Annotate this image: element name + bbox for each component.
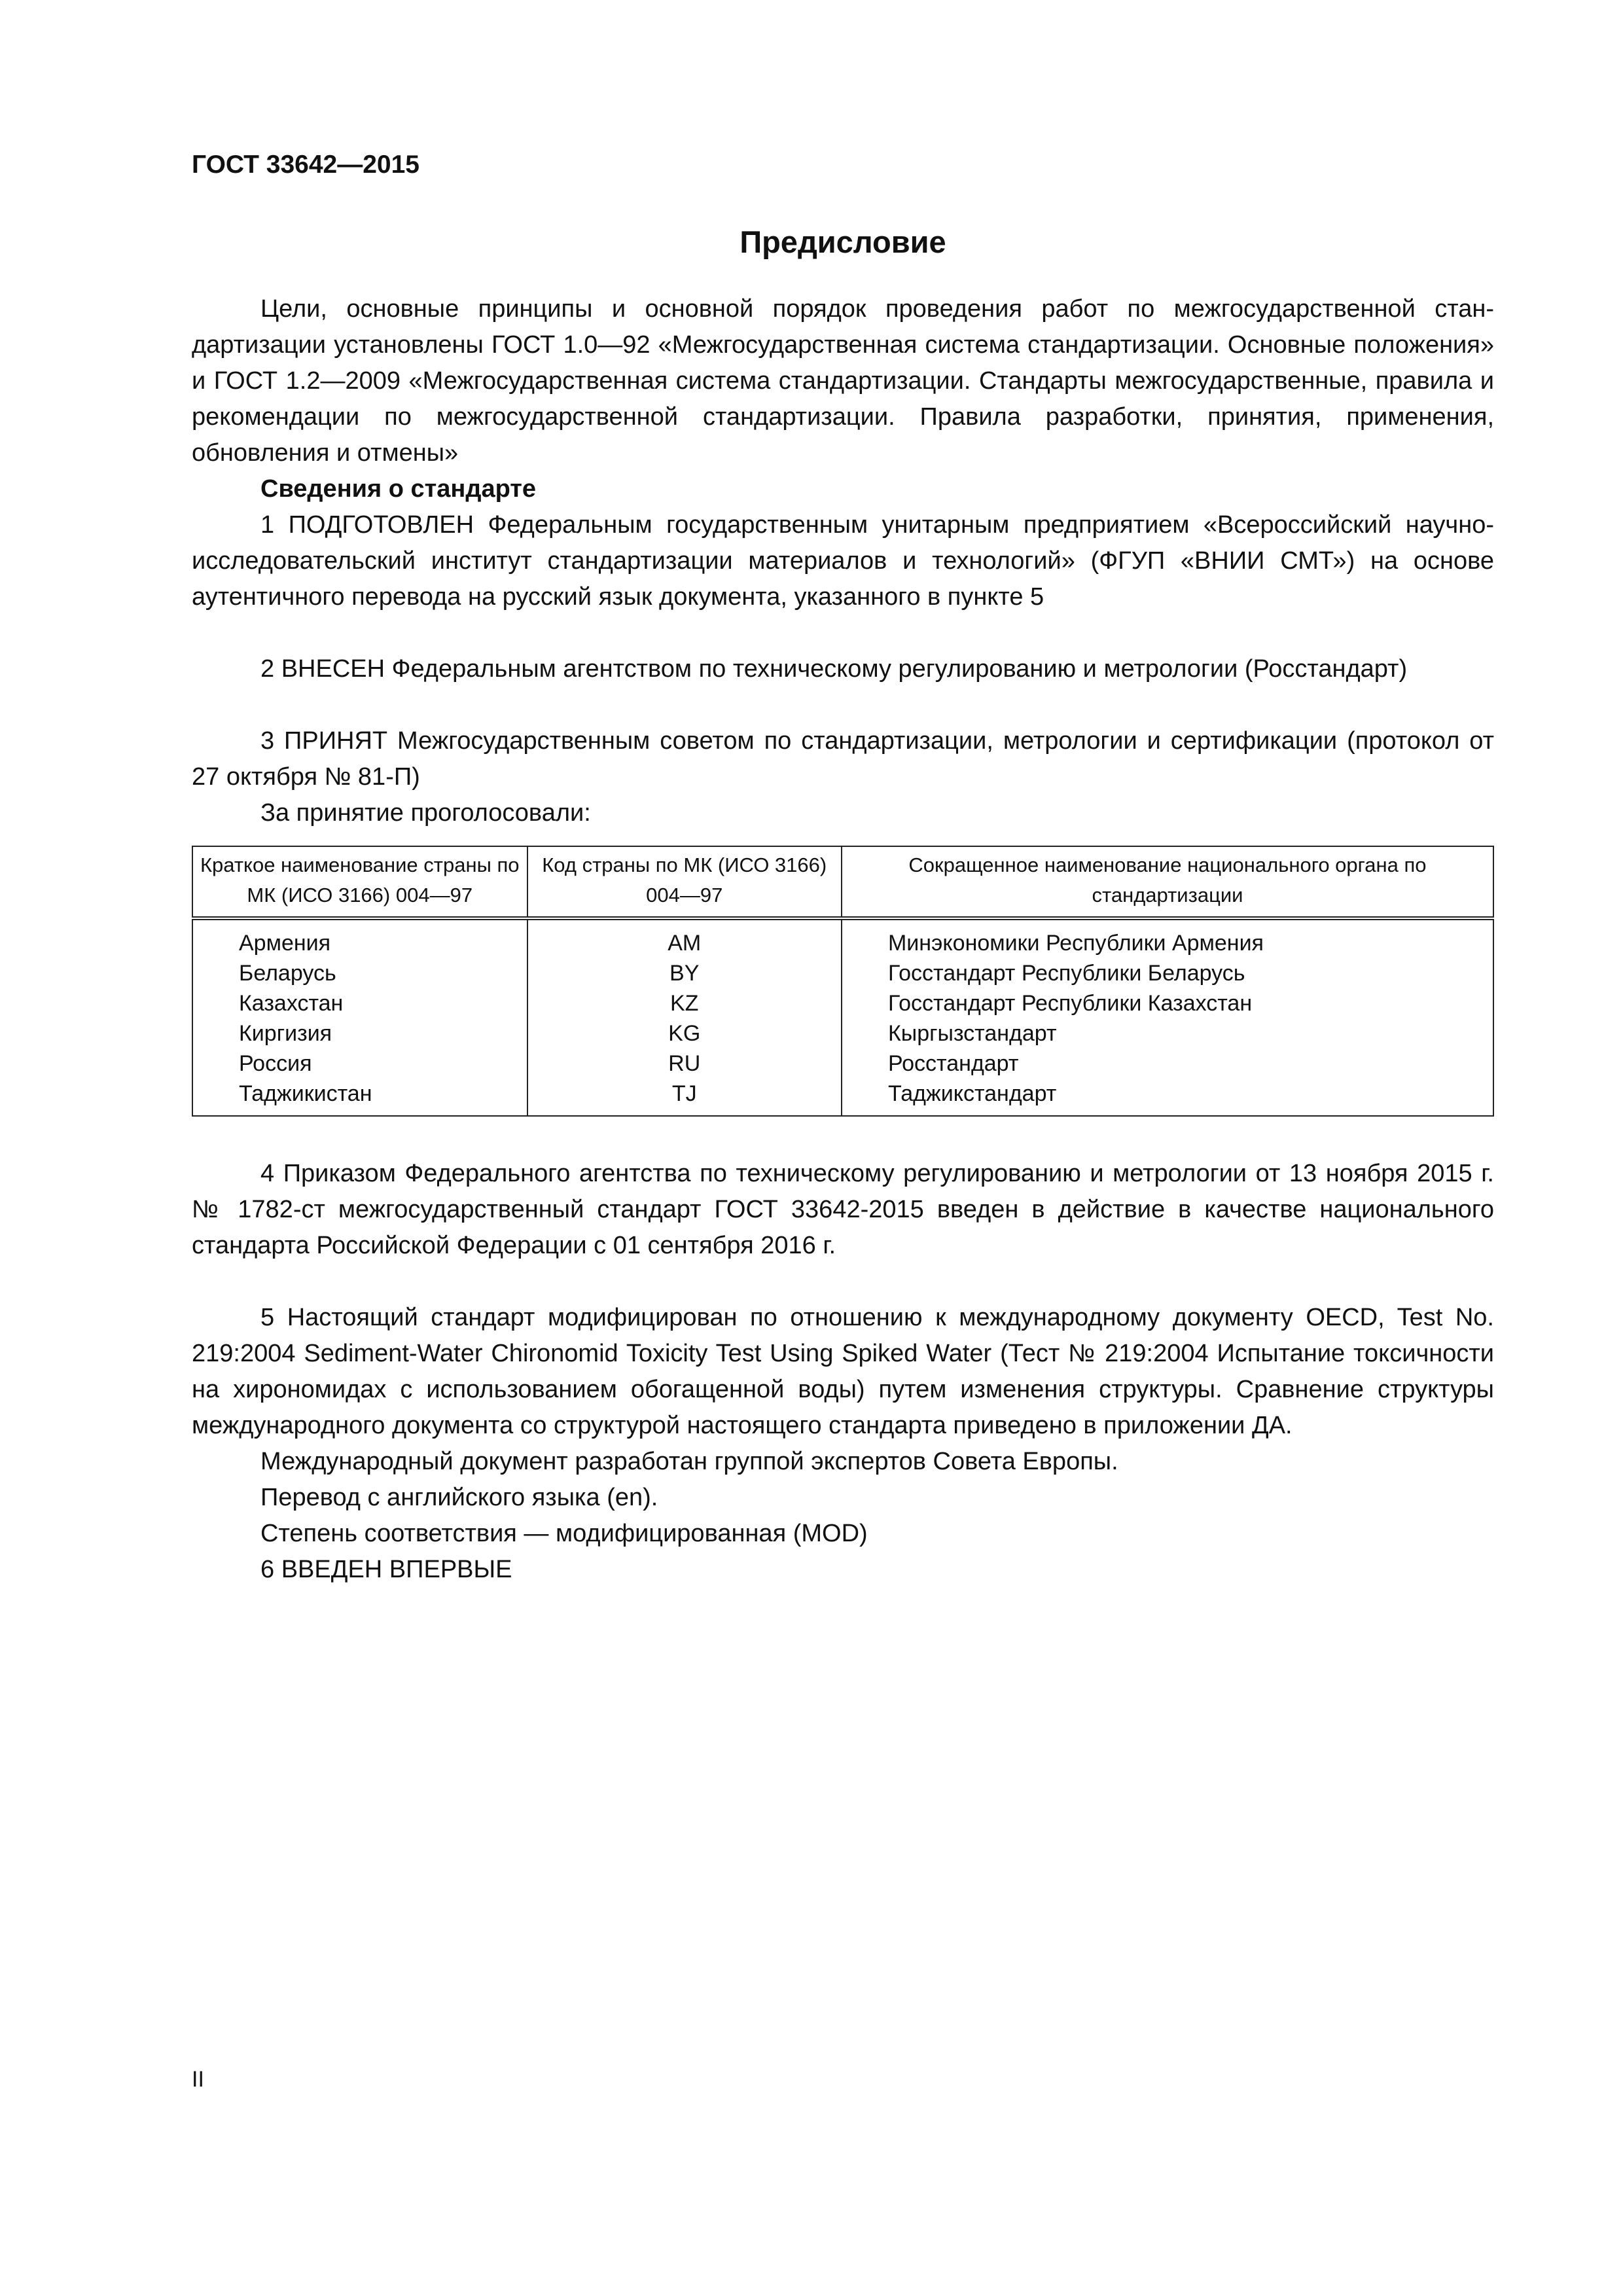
page-title: Предисловие bbox=[740, 224, 946, 259]
document-body bbox=[192, 291, 1494, 1588]
country-cell: Армения bbox=[192, 918, 527, 958]
item-1-prepared: 1 ПОДГОТОВЛЕН Федеральным государственным унитарным предприятием «Всероссийский научно-исследовательский институт стандартизации материалов и технологий» (ФГУП «ВНИИ СМТ») на основе аутентичного перевода на русский язык документа, указанного в пункте 5 bbox=[192, 511, 1494, 611]
country-code-cell: KG bbox=[527, 1018, 842, 1049]
voting-table bbox=[192, 846, 1494, 1117]
voting-intro: За принятие проголосовали: bbox=[260, 799, 591, 827]
item-3-adopted: 3 ПРИНЯТ Межгосударственным советом по стандартизации, метрологии и сертификации (протокол от 27 октября № 81-П) bbox=[192, 727, 1494, 791]
country-cell: Таджикистан bbox=[192, 1079, 527, 1116]
item-4-order: 4 Приказом Федерального агентства по техническому регулированию и метрологии от 13 ноября 2015 г. № 1782-ст межгосударственный стандарт ГОСТ 33642-2015 введен в действие в качестве национального стандарта Российской Федерации с 01 сентября 2016 г. bbox=[192, 1160, 1494, 1259]
item-5-conformity-note: Степень соответствия — модифицированная (MOD) bbox=[260, 1520, 868, 1547]
national-body-cell: Минэкономики Республики Армения bbox=[842, 918, 1493, 958]
country-code-cell: BY bbox=[527, 958, 842, 988]
item-6-first-introduced: 6 ВВЕДЕН ВПЕРВЫЕ bbox=[260, 1556, 512, 1583]
country-cell: Киргизия bbox=[192, 1018, 527, 1049]
voting-table-header-row bbox=[192, 846, 1493, 918]
table-row bbox=[192, 1018, 1493, 1049]
country-code-cell: RU bbox=[527, 1049, 842, 1079]
column-header-code: Код страны по МК (ИСО 3166) 004—97 bbox=[527, 846, 842, 918]
national-body-cell: Таджикстандарт bbox=[842, 1079, 1493, 1116]
country-code-cell: AM bbox=[527, 918, 842, 958]
national-body-cell: Госстандарт Республики Казахстан bbox=[842, 988, 1493, 1018]
national-body-cell: Кыргызстандарт bbox=[842, 1018, 1493, 1049]
table-row bbox=[192, 958, 1493, 988]
country-cell: Россия bbox=[192, 1049, 527, 1079]
table-row bbox=[192, 1049, 1493, 1079]
item-5-experts-note: Международный документ разработан группой экспертов Совета Европы. bbox=[260, 1448, 1118, 1475]
table-row bbox=[192, 988, 1493, 1018]
country-code-cell: KZ bbox=[527, 988, 842, 1018]
country-cell: Казахстан bbox=[192, 988, 527, 1018]
national-body-cell: Росстандарт bbox=[842, 1049, 1493, 1079]
item-5-modification: 5 Настоящий стандарт модифицирован по отношению к международному документу OECD, Test No. 219:2004 Sediment-Water Chironomid Toxicity Test Using Spiked Water (Тест № 219:2004 Испытание токсичности на хирономидах с использованием обогащенной воды) путем изменения структуры. Сравнение структуры международного документа со структурой настоящего стандарта приведено в приложении ДА. bbox=[192, 1304, 1494, 1439]
item-5-translation-note: Перевод с английского языка (en). bbox=[260, 1484, 658, 1511]
country-code-cell: TJ bbox=[527, 1079, 842, 1116]
column-header-org: Сокращенное наименование национального органа по стандартизации bbox=[842, 846, 1493, 918]
table-row bbox=[192, 918, 1493, 958]
document-code: ГОСТ 33642—2015 bbox=[192, 151, 419, 179]
intro-paragraph: Цели, основные принципы и основной порядок проведения работ по межгосударственной стандартизации установлены ГОСТ 1.0—92 «Межгосударственная система стандартизации. Основные положения» и ГОСТ 1.2—2009 «Межгосударственная система стандартизации. Стандарты межгосударственные, правила и рекомендации по межгосударственной стандартизации. Правила разработки, принятия, применения, обновления и отмены» bbox=[192, 295, 1494, 467]
national-body-cell: Госстандарт Республики Беларусь bbox=[842, 958, 1493, 988]
country-cell: Беларусь bbox=[192, 958, 527, 988]
page-number: II bbox=[192, 2067, 204, 2092]
table-row bbox=[192, 1079, 1493, 1116]
column-header-country: Краткое наименование страны по МК (ИСО 3166) 004—97 bbox=[192, 846, 527, 918]
item-2-submitted: 2 ВНЕСЕН Федеральным агентством по техническому регулированию и метрологии (Росстандарт) bbox=[260, 655, 1408, 683]
standard-info-heading: Сведения о стандарте bbox=[260, 475, 537, 503]
